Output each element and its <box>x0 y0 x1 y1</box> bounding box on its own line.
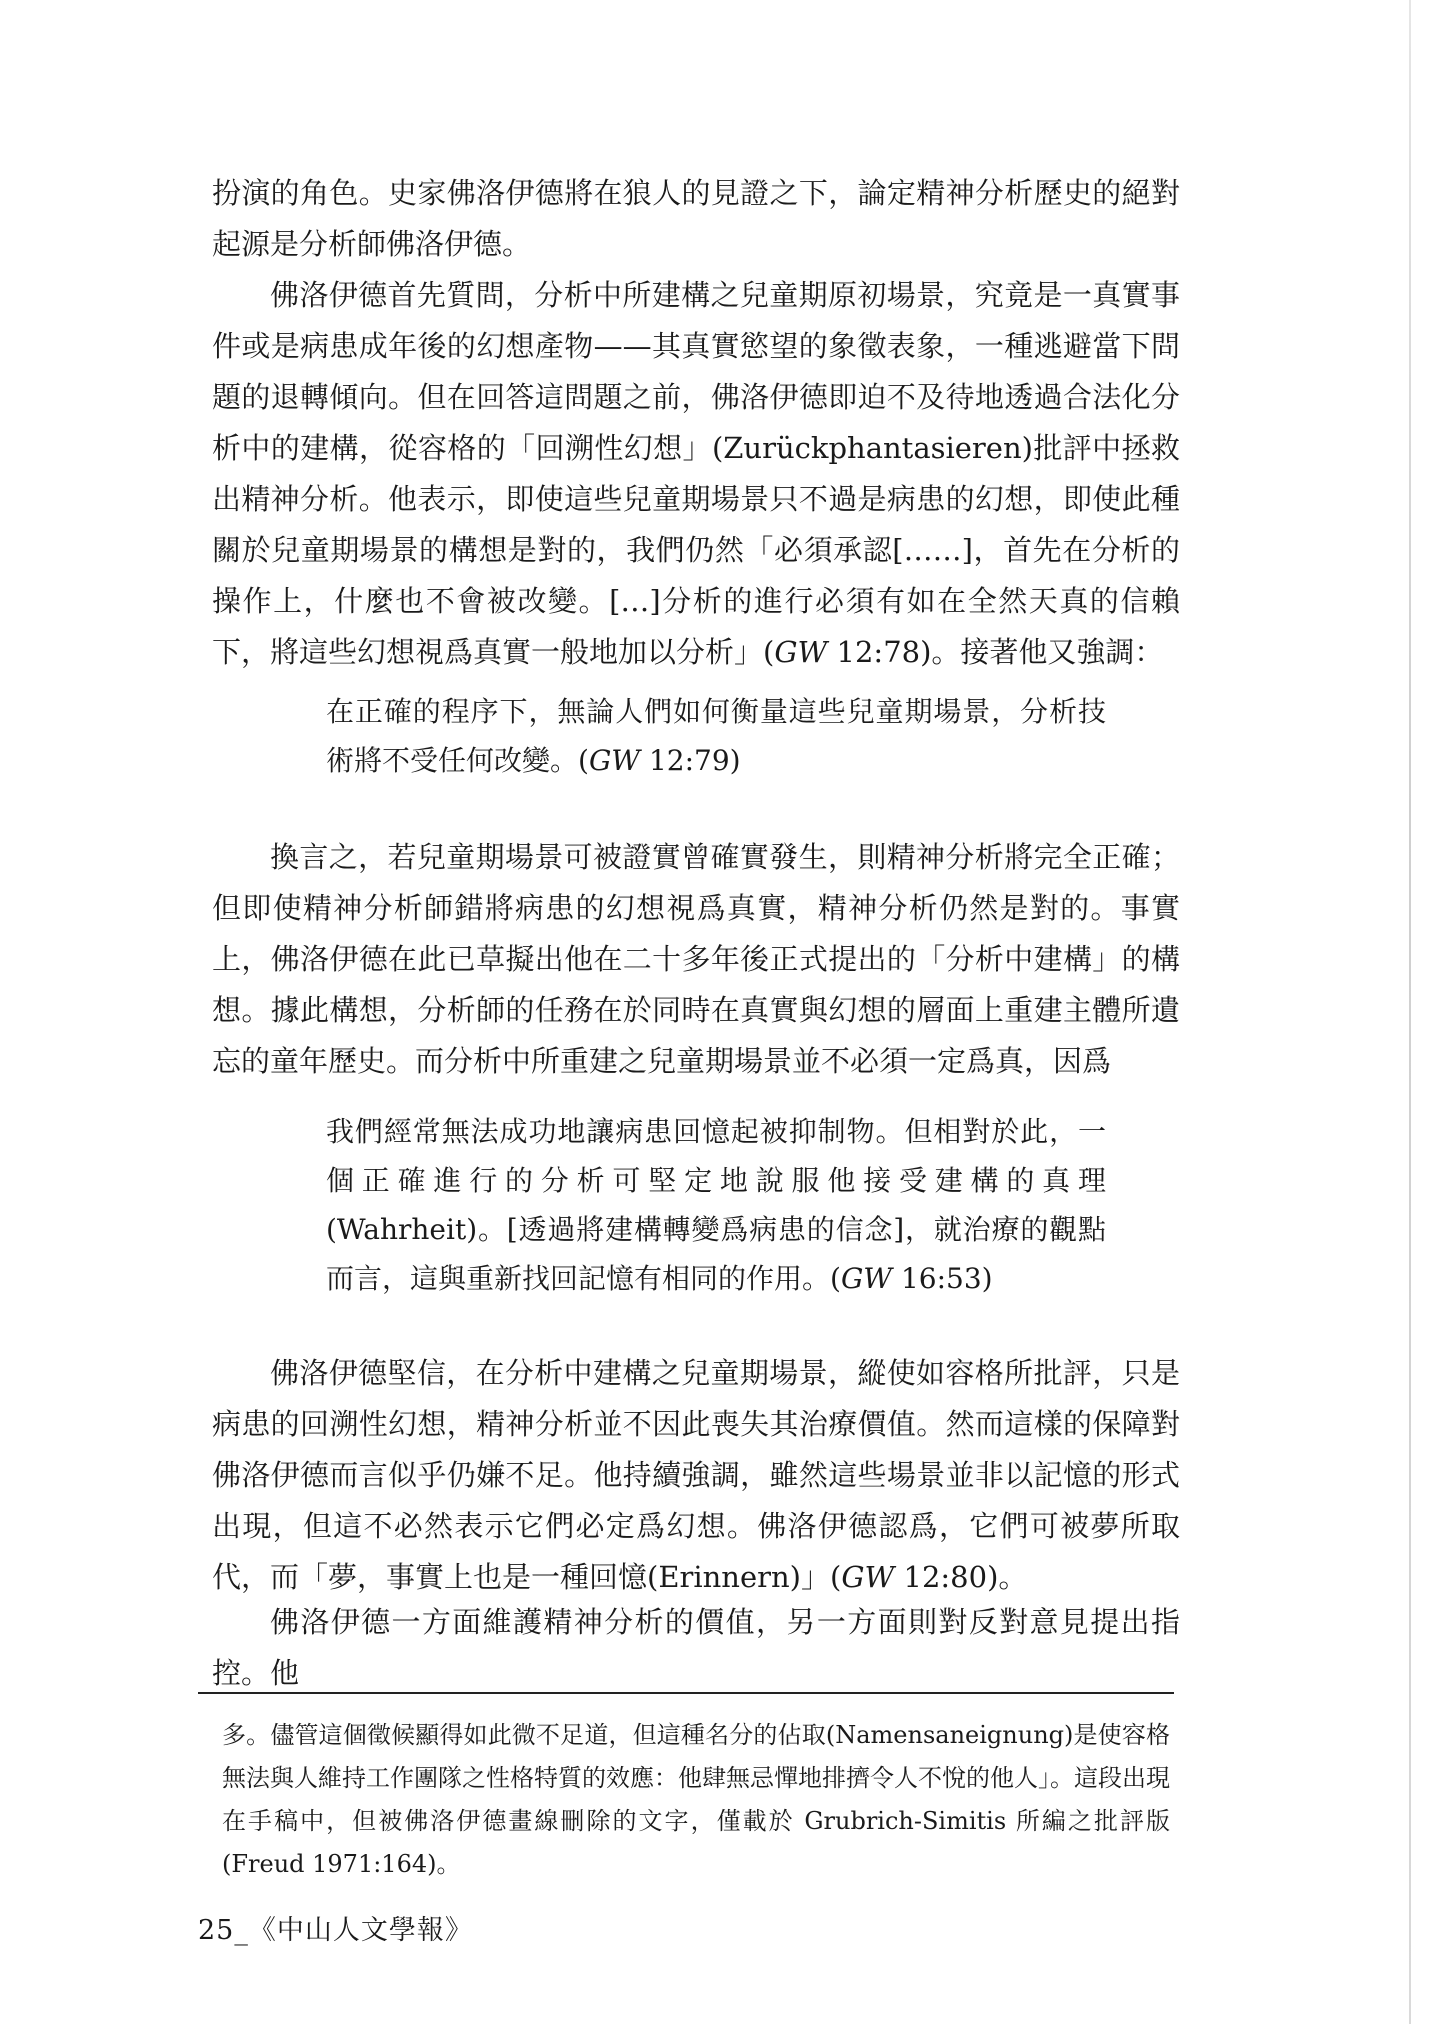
page-footer: 25_《中山人文學報》 <box>198 1915 473 1946</box>
paragraph-5: 佛洛伊德一方面維護精神分析的價值，另一方面則對反對意見提出指控。他 <box>212 1605 1180 1690</box>
paragraph-4: 佛洛伊德堅信，在分析中建構之兒童期場景，縱使如容格所批評，只是病患的回溯性幻想，精神分析並不因此喪失其治療價值。然而這樣的保障對佛洛伊德而言似乎仍嫌不足。他持續強調，雖然這些場景並非以記憶的形式出現，但這不必然表示它們必定爲幻想。佛洛伊德認爲，它們可被夢所取代，而「夢，事實上也是一種回憶(Erinnern)」(GW 12:80)。 <box>212 1356 1180 1594</box>
footnote-text: 多。儘管這個徵候顯得如此微不足道，但這種名分的佔取(Namensaneignung)是使容格無法與人維持工作團隊之性格特質的效應：他肆無忌憚地排擠令人不悅的他人」。這段出現在手稿中，但被佛洛伊德畫線刪除的文字，僅載於 Grubrich-Simitis 所編之批評版(Freud 1971:164)。 <box>222 1721 1170 1878</box>
paragraph-1: 扮演的角色。史家佛洛伊德將在狼人的見證之下，論定精神分析歷史的絕對起源是分析師佛洛伊德。 <box>212 176 1180 261</box>
footnote-divider <box>198 1692 1174 1694</box>
paragraph-2: 佛洛伊德首先質問，分析中所建構之兒童期原初場景，究竟是一真實事件或是病患成年後的幻想產物——其真實慾望的象徵表象，一種逃避當下問題的退轉傾向。但在回答這問題之前，佛洛伊德即迫不及待地透過合法化分析中的建構，從容格的「回溯性幻想」(Zurückphantasieren)批評中拯救出精神分析。他表示，即使這些兒童期場景只不過是病患的幻想，即使此種關於兒童期場景的構想是對的，我們仍然「必須承認[……]，首先在分析的操作上，什麼也不會被改變。[…]分析的進行必須有如在全然天真的信賴下，將這些幻想視爲真實一般地加以分析」(GW 12:78)。接著他又強調： <box>212 278 1180 669</box>
page-edge-shadow <box>1409 0 1411 2024</box>
block-quote-2: 我們經常無法成功地讓病患回憶起被抑制物。但相對於此，一個正確進行的分析可堅定地說服他接受建構的真理(Wahrheit)。[透過將建構轉變爲病患的信念]，就治療的觀點而言，這與重新找回記憶有相同的作用。(GW 16:53) <box>326 1115 1106 1295</box>
paragraph-3: 換言之，若兒童期場景可被證實曾確實發生，則精神分析將完全正確；但即使精神分析師錯將病患的幻想視爲真實，精神分析仍然是對的。事實上，佛洛伊德在此已草擬出他在二十多年後正式提出的「分析中建構」的構想。據此構想，分析師的任務在於同時在真實與幻想的層面上重建主體所遺忘的童年歷史。而分析中所重建之兒童期場景並不必須一定爲真，因爲 <box>212 840 1180 1078</box>
block-quote-1: 在正確的程序下，無論人們如何衡量這些兒童期場景，分析技術將不受任何改變。(GW 12:79) <box>326 695 1106 777</box>
